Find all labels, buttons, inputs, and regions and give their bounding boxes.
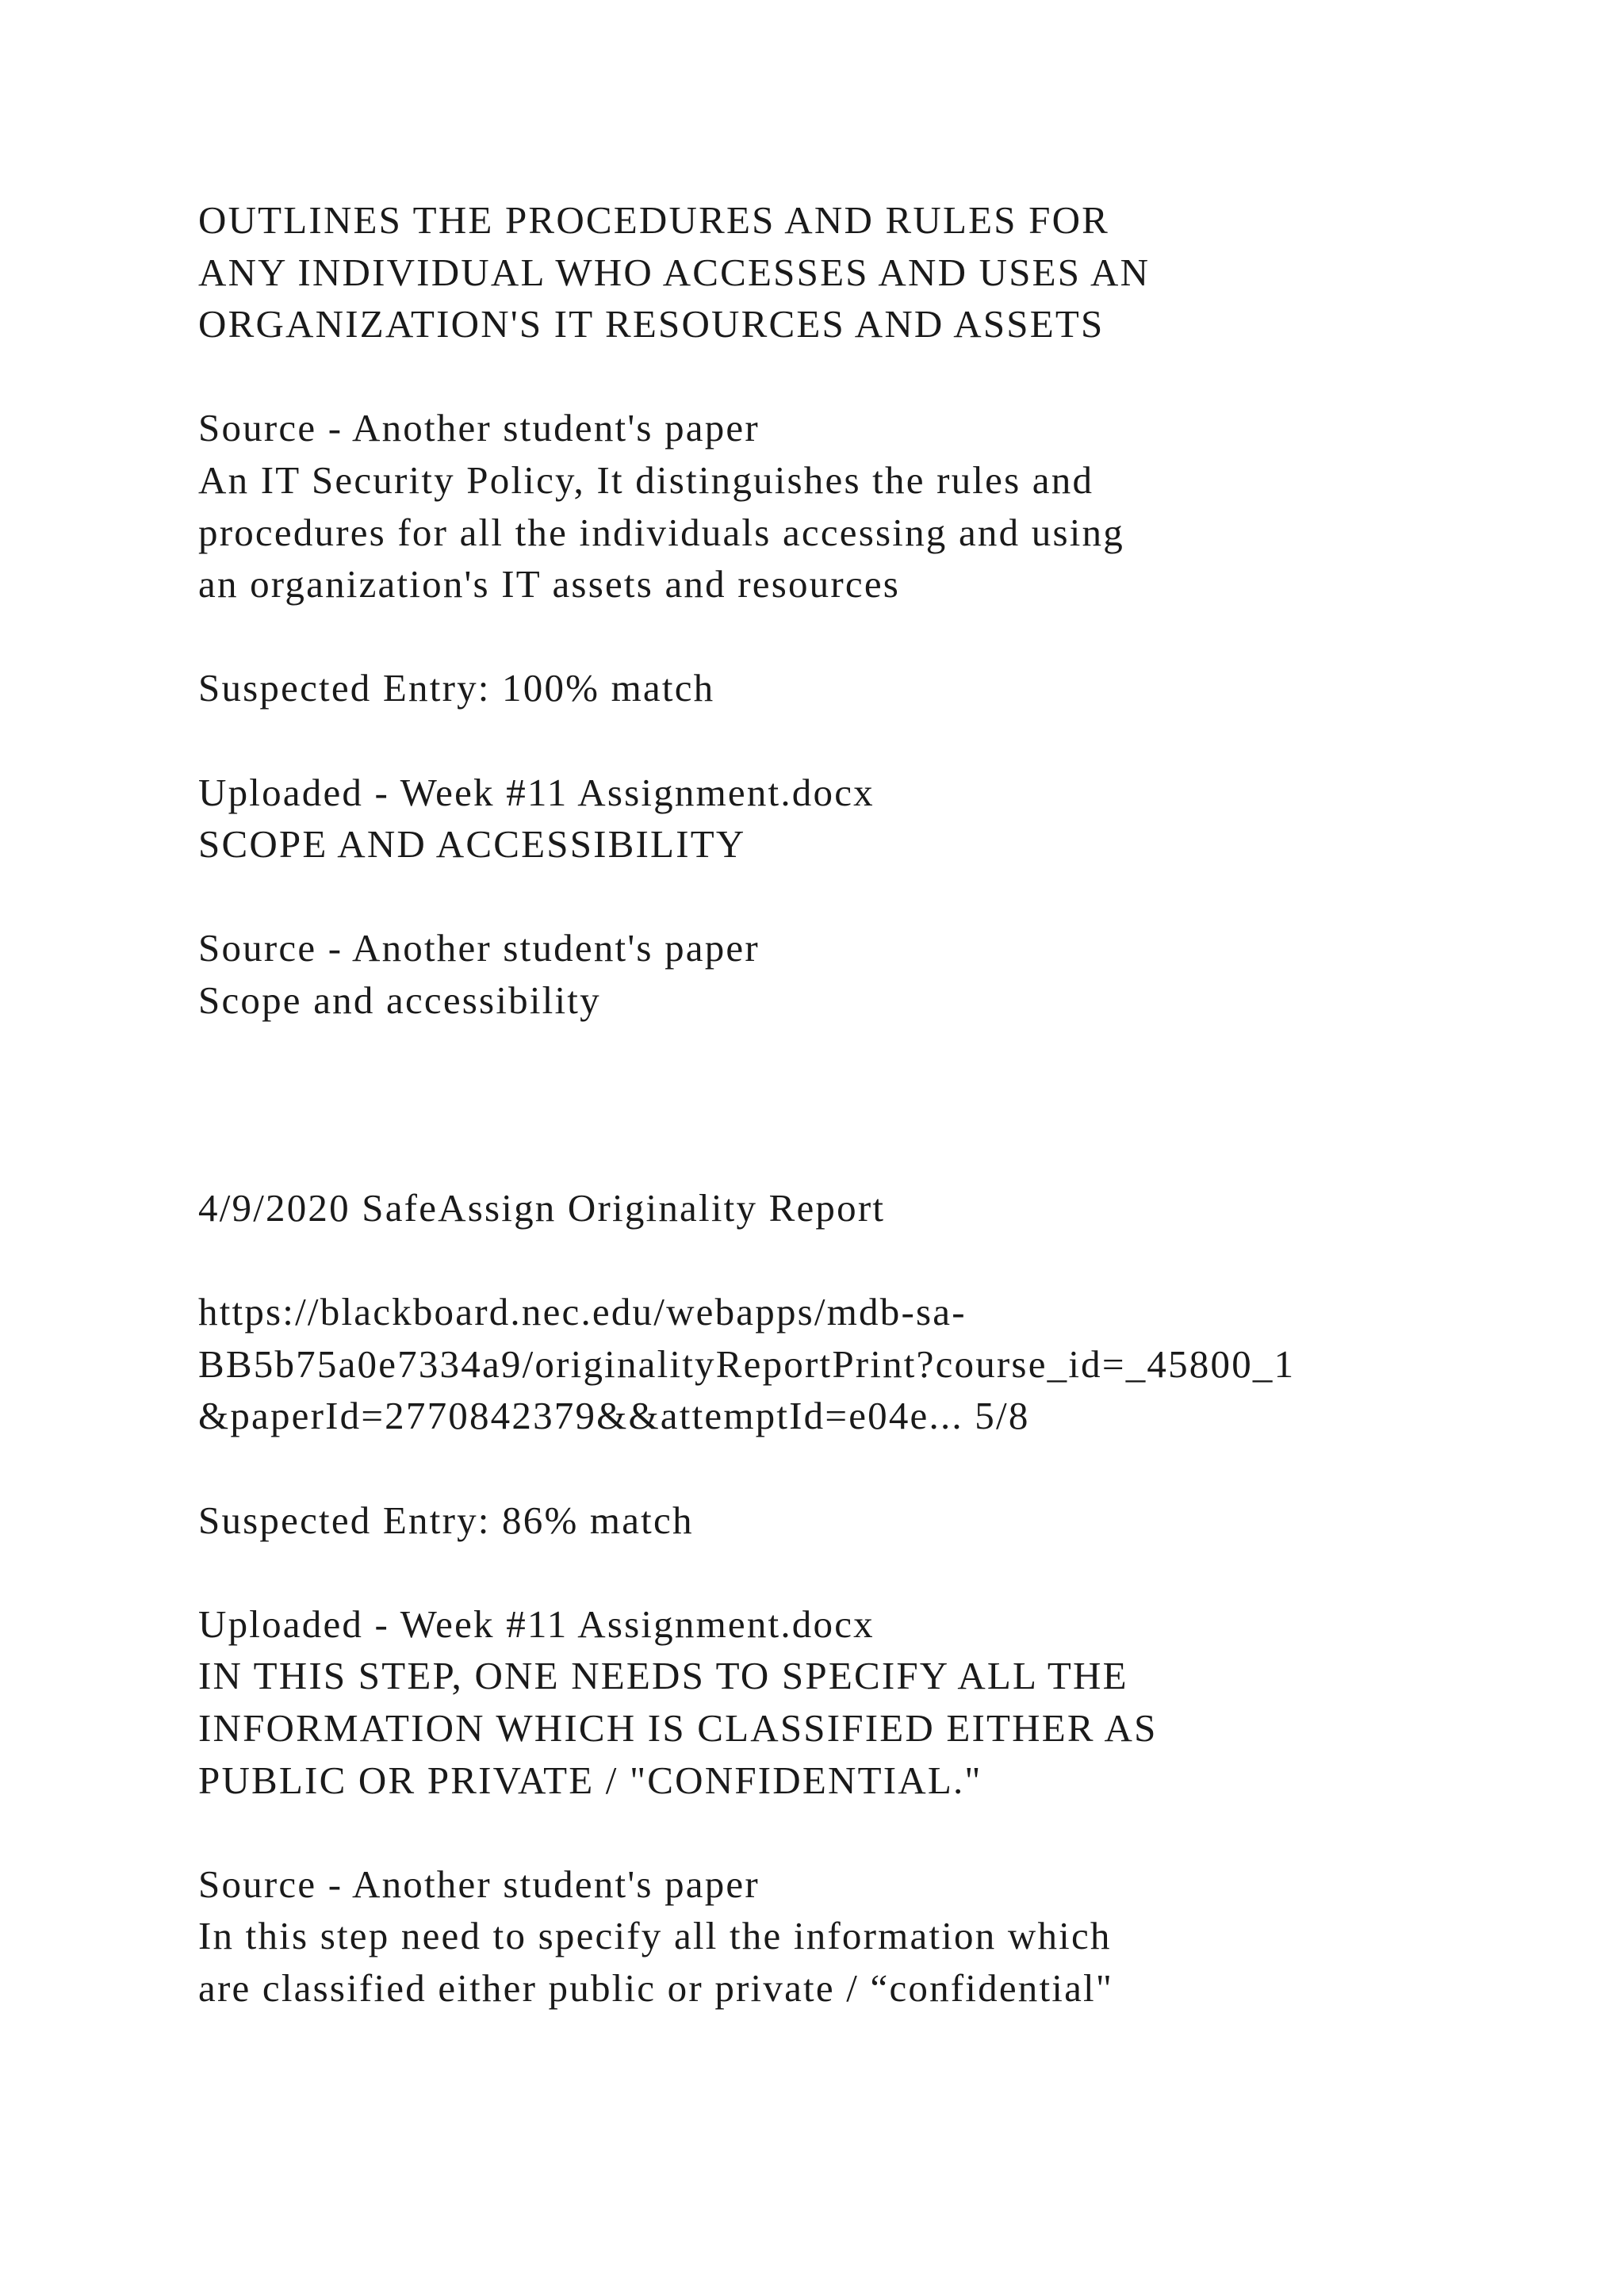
uploaded-text-line: INFORMATION WHICH IS CLASSIFIED EITHER AS bbox=[198, 1706, 1158, 1751]
uploaded-text-line: ANY INDIVIDUAL WHO ACCESSES AND USES AN bbox=[198, 250, 1151, 294]
source-text-line: an organization's IT assets and resources bbox=[198, 562, 901, 607]
uploaded-text-line: IN THIS STEP, ONE NEEDS TO SPECIFY ALL THE bbox=[198, 1654, 1128, 1698]
source-text-line: Scope and accessibility bbox=[198, 978, 601, 1022]
source-label: Source - Another student's paper bbox=[198, 406, 760, 450]
report-url-line: https://blackboard.nec.edu/webapps/mdb-sa- bbox=[198, 1290, 967, 1334]
report-header-line: 4/9/2020 SafeAssign Originality Report bbox=[198, 1186, 886, 1230]
report-url-line: BB5b75a0e7334a9/originalityReportPrint?course_id=_45800_1 bbox=[198, 1341, 1296, 1386]
source-text-line: An IT Security Policy, It distinguishes the rules and bbox=[198, 457, 1094, 502]
source-text-line: In this step need to specify all the information which bbox=[198, 1914, 1112, 1958]
uploaded-text-line: ORGANIZATION'S IT RESOURCES AND ASSETS bbox=[198, 302, 1105, 346]
uploaded-label: Uploaded - Week #11 Assignment.docx bbox=[198, 1601, 875, 1646]
suspected-entry-match: Suspected Entry: 86% match bbox=[198, 1498, 694, 1542]
uploaded-text-line: OUTLINES THE PROCEDURES AND RULES FOR bbox=[198, 198, 1110, 242]
uploaded-text-line: SCOPE AND ACCESSIBILITY bbox=[198, 822, 746, 867]
uploaded-text-line: PUBLIC OR PRIVATE / "CONFIDENTIAL." bbox=[198, 1758, 982, 1802]
document-page bbox=[198, 194, 1562, 2015]
source-label: Source - Another student's paper bbox=[198, 926, 760, 970]
source-text-line: are classified either public or private / “confidential" bbox=[198, 1966, 1114, 2010]
uploaded-label: Uploaded - Week #11 Assignment.docx bbox=[198, 770, 875, 814]
source-label: Source - Another student's paper bbox=[198, 1862, 760, 1906]
report-url-line: &paperId=2770842379&&attemptId=e04e... 5/8 bbox=[198, 1394, 1030, 1438]
suspected-entry-match: Suspected Entry: 100% match bbox=[198, 666, 715, 710]
source-text-line: procedures for all the individuals accessing and using bbox=[198, 510, 1124, 554]
